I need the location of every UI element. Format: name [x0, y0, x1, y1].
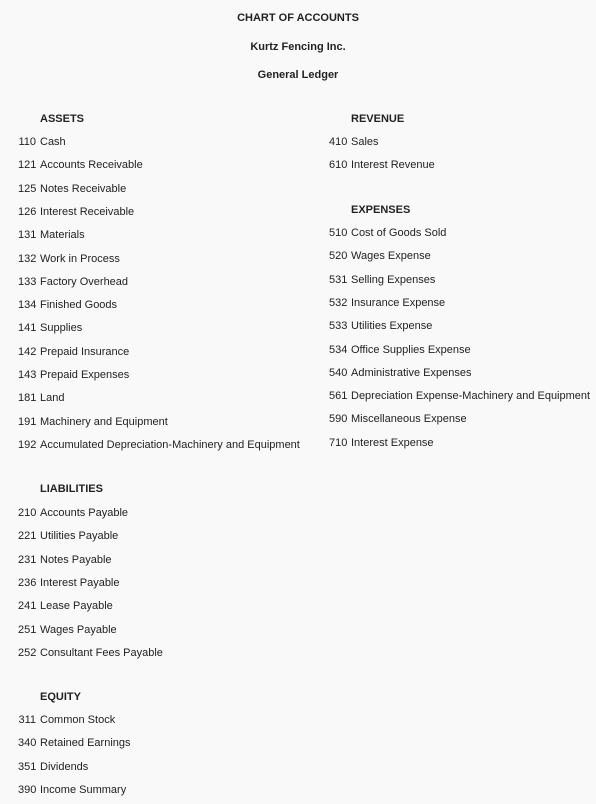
account-number: 121 — [18, 159, 37, 171]
account-name: Accumulated Depreciation-Machinery and Equipment — [40, 439, 300, 451]
account-name: Prepaid Insurance — [40, 346, 130, 358]
account-row — [18, 228, 85, 242]
account-row — [18, 713, 115, 727]
account-name: Supplies — [40, 322, 83, 334]
account-row — [18, 368, 129, 382]
account-name: Lease Payable — [40, 600, 113, 612]
account-name: Wages Payable — [40, 624, 117, 636]
account-name: Consultant Fees Payable — [40, 647, 163, 659]
company-name: Kurtz Fencing Inc. — [250, 41, 346, 53]
account-name: Wages Expense — [351, 250, 431, 262]
page-title: CHART OF ACCOUNTS — [237, 12, 359, 24]
account-row — [18, 158, 143, 172]
account-row — [329, 273, 435, 287]
account-number: 141 — [18, 322, 37, 334]
account-row — [329, 158, 435, 172]
account-number: 590 — [329, 413, 348, 425]
account-number: 236 — [18, 577, 37, 589]
account-name: Dividends — [40, 761, 89, 773]
account-number: 132 — [18, 253, 37, 265]
account-name: Administrative Expenses — [351, 367, 472, 379]
account-name: Machinery and Equipment — [40, 416, 168, 428]
account-number: 531 — [329, 274, 348, 286]
account-number: 142 — [18, 346, 37, 358]
account-row — [18, 298, 117, 312]
account-number: 191 — [18, 416, 37, 428]
account-row — [18, 623, 117, 637]
account-row — [18, 529, 118, 543]
account-name: Depreciation Expense-Machinery and Equipment — [351, 390, 591, 402]
account-number: 143 — [18, 369, 37, 381]
account-row — [329, 135, 379, 149]
account-name: Materials — [40, 229, 85, 241]
account-name: Insurance Expense — [351, 297, 446, 309]
account-number: 252 — [18, 647, 37, 659]
account-name: Selling Expenses — [351, 274, 436, 286]
equity-heading: EQUITY — [40, 691, 81, 703]
account-row — [18, 646, 163, 660]
account-number: 231 — [18, 554, 37, 566]
account-number: 126 — [18, 206, 37, 218]
account-name: Cash — [40, 136, 66, 148]
account-row — [18, 553, 112, 567]
account-name: Retained Earnings — [40, 737, 131, 749]
account-row — [329, 412, 467, 426]
account-number: 311 — [18, 714, 36, 726]
account-name: Interest Expense — [351, 437, 434, 449]
account-number: 181 — [18, 392, 37, 404]
account-number: 710 — [329, 437, 348, 449]
account-number: 221 — [18, 530, 37, 542]
account-number: 410 — [329, 136, 348, 148]
account-row — [329, 319, 432, 333]
account-name: Notes Payable — [40, 554, 112, 566]
account-row — [18, 599, 113, 613]
account-name: Prepaid Expenses — [40, 369, 130, 381]
ledger-name: General Ledger — [257, 69, 339, 81]
account-name: Land — [40, 392, 65, 404]
account-number: 540 — [329, 367, 348, 379]
account-row — [18, 182, 126, 196]
account-row — [18, 760, 88, 774]
account-number: 610 — [329, 159, 348, 171]
account-row — [329, 249, 431, 263]
account-row — [329, 436, 434, 450]
account-number: 390 — [18, 784, 37, 796]
account-row — [18, 576, 120, 590]
account-name: Notes Receivable — [40, 183, 127, 195]
account-row — [18, 391, 64, 405]
account-number: 520 — [329, 250, 348, 262]
account-number: 134 — [18, 299, 37, 311]
account-name: Accounts Receivable — [40, 159, 143, 171]
account-number: 561 — [329, 390, 348, 402]
account-row — [18, 135, 66, 149]
account-name: Office Supplies Expense — [351, 344, 471, 356]
account-name: Utilities Expense — [351, 320, 433, 332]
account-name: Miscellaneous Expense — [351, 413, 467, 425]
account-number: 510 — [329, 227, 348, 239]
assets-heading: ASSETS — [40, 113, 85, 125]
account-name: Utilities Payable — [40, 530, 119, 542]
expenses-heading: EXPENSES — [351, 204, 411, 216]
account-number: 125 — [18, 183, 37, 195]
account-row — [329, 296, 445, 310]
account-name: Income Summary — [40, 784, 127, 796]
account-name: Accounts Payable — [40, 507, 129, 519]
account-number: 210 — [18, 507, 37, 519]
account-row — [18, 252, 120, 266]
account-row — [18, 783, 126, 797]
account-row — [18, 736, 131, 750]
revenue-heading: REVENUE — [351, 113, 405, 125]
account-number: 351 — [18, 761, 37, 773]
account-number: 192 — [18, 439, 37, 451]
account-name: Interest Receivable — [40, 206, 135, 218]
account-number: 251 — [18, 624, 37, 636]
account-name: Common Stock — [40, 714, 116, 726]
account-row — [18, 321, 82, 335]
account-name: Interest Revenue — [351, 159, 435, 171]
account-number: 533 — [329, 320, 348, 332]
account-name: Work in Process — [40, 253, 120, 265]
account-number: 534 — [329, 344, 348, 356]
account-number: 340 — [18, 737, 37, 749]
account-number: 241 — [18, 600, 37, 612]
liabilities-heading: LIABILITIES — [40, 483, 103, 495]
account-name: Finished Goods — [40, 299, 118, 311]
account-name: Interest Payable — [40, 577, 120, 589]
account-number: 532 — [329, 297, 348, 309]
account-row — [18, 275, 128, 289]
account-row — [18, 415, 168, 429]
account-row — [18, 506, 128, 520]
account-row — [329, 226, 446, 240]
account-row — [18, 438, 300, 452]
account-number: 110 — [18, 136, 36, 148]
account-row — [329, 366, 471, 380]
account-name: Sales — [351, 136, 379, 148]
account-row — [18, 345, 129, 359]
account-number: 133 — [18, 276, 37, 288]
account-row — [329, 389, 590, 403]
account-number: 131 — [18, 229, 37, 241]
account-row — [18, 205, 134, 219]
account-name: Cost of Goods Sold — [351, 227, 447, 239]
account-name: Factory Overhead — [40, 276, 129, 288]
account-row — [329, 343, 471, 357]
